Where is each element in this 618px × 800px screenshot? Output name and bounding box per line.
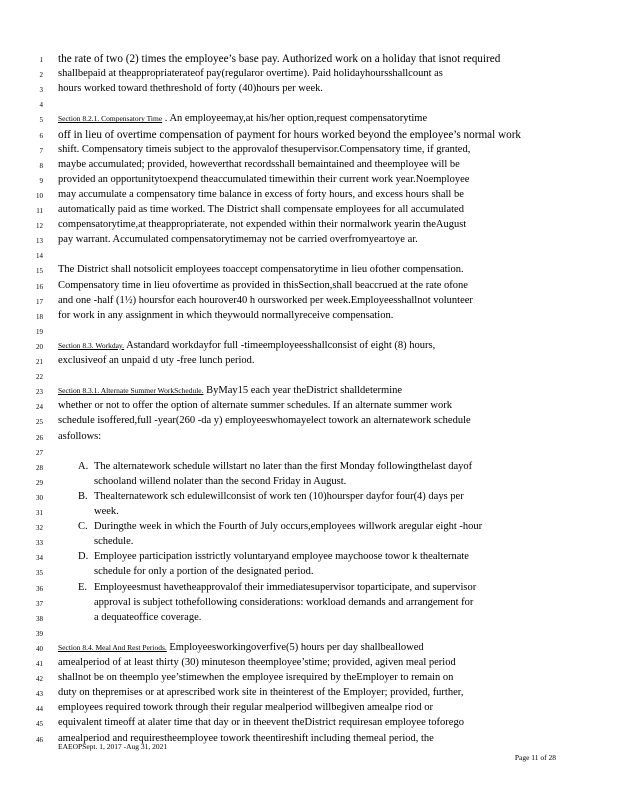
line-number: 17 xyxy=(36,297,43,306)
section-heading: Section 8.4. Meal And Rest Periods. xyxy=(58,642,167,652)
body-text-line xyxy=(58,145,470,156)
body-text-line xyxy=(58,205,464,216)
body-text-line xyxy=(58,281,468,292)
line-number: 30 xyxy=(36,493,43,502)
list-item-text: schooland willend nolater than the second Friday in August. xyxy=(94,475,347,487)
line-number: 27 xyxy=(36,448,43,457)
line-number: 25 xyxy=(36,418,43,427)
line-number: 10 xyxy=(36,191,43,200)
body-text-line xyxy=(58,673,453,684)
list-item-text: Thealternatework sch edulewillconsist of work ten (10)hoursper dayfor four(4) days per xyxy=(94,490,464,502)
list-item-text: Employeesmust havetheapprovalof their immediatesupervisor toparticipate, and supervisor xyxy=(94,581,477,593)
line-text: schedule isoffered,full -year(260 -da y) employeeswhomayelect towork an alternatework schedule xyxy=(58,415,471,427)
section-heading: Section 8.3. Workday. xyxy=(58,340,125,350)
line-text: duty on thepremises or at aprescribed work site in theinterest of the Employer; provided, further, xyxy=(58,687,464,699)
line-text: the rate of two (2) times the employee’s base pay. Authorized work on a holiday that isnot required xyxy=(58,53,501,65)
body-text-line xyxy=(58,386,402,397)
line-number: 16 xyxy=(36,282,43,291)
line-number: 35 xyxy=(36,569,43,578)
line-number: 6 xyxy=(39,131,43,140)
body-text-line xyxy=(58,160,460,171)
line-number: 18 xyxy=(36,312,43,321)
line-text: hours worked toward thethreshold of forty (40)hours per week. xyxy=(58,83,324,95)
line-text: employees required towork through their regular mealperiod willbegiven amealpe riod or xyxy=(58,702,433,714)
line-text: Compensatory time in lieu ofovertime as provided in thisSection,shall beaccrued at the rate ofone xyxy=(58,279,468,291)
line-number: 1 xyxy=(39,56,43,64)
line-text: amealperiod and requirestheemployee towork theentireshift including themeal period, the xyxy=(58,732,434,744)
line-number: 33 xyxy=(36,539,43,548)
list-item-letter: D. xyxy=(78,551,89,563)
list-item-letter: E. xyxy=(78,581,88,593)
body-text-line xyxy=(58,703,433,714)
body-text-line xyxy=(58,130,521,141)
body-text-line xyxy=(58,718,464,729)
line-number: 14 xyxy=(36,252,43,261)
line-number: 32 xyxy=(36,524,43,533)
line-text: equivalent timeoff at alater time that day or in theevent theDistrict requiresan employee toforego xyxy=(58,717,464,729)
body-text-line xyxy=(58,190,464,201)
line-text: asfollows: xyxy=(58,430,102,442)
line-text: The District shall notsolicit employees toaccept compensatorytime in lieu ofother compensation. xyxy=(58,264,464,276)
list-item-text: The alternatework schedule willstart no later than the first Monday followingthelast dayof xyxy=(94,460,473,472)
body-text-line xyxy=(58,235,418,246)
body-text-line xyxy=(58,416,471,427)
line-number: 19 xyxy=(36,327,43,336)
body-text-line xyxy=(58,54,500,65)
line-number: 42 xyxy=(36,675,43,684)
line-number: 46 xyxy=(36,735,43,744)
list-item-letter: A. xyxy=(78,460,89,472)
line-text: amealperiod of at least thirty (30) minuteson theemployee’stime; provided, agiven meal period xyxy=(58,657,456,668)
line-number: 39 xyxy=(36,629,43,638)
section-heading: Section 8.2.1. Compensatory Time xyxy=(58,114,163,124)
line-text: ByMay15 each year theDistrict shalldetermine xyxy=(203,385,403,397)
body-text-line xyxy=(58,84,323,95)
list-item-text: schedule for only a portion of the designated period. xyxy=(94,566,314,578)
line-number: 11 xyxy=(36,207,43,215)
line-number: 15 xyxy=(36,267,43,276)
line-number: 40 xyxy=(36,644,43,653)
line-text: shift. Compensatory timeis subject to the approvalof thesupervisor.Compensatory time, if granted, xyxy=(58,143,471,155)
line-number: 8 xyxy=(39,161,43,170)
line-number: 36 xyxy=(36,584,43,593)
section-heading: Section 8.3.1. Alternate Summer WorkSchedule. xyxy=(58,386,204,396)
body-text-line xyxy=(58,265,464,276)
line-number: 12 xyxy=(36,222,43,231)
line-number: 45 xyxy=(36,720,43,729)
line-text: . An employeemay,at his/her option,request compensatorytime xyxy=(162,113,428,125)
line-number: 3 xyxy=(39,86,43,95)
body-text-line xyxy=(58,114,427,125)
line-number: 21 xyxy=(36,358,43,366)
body-text-line xyxy=(58,401,452,412)
line-number: 44 xyxy=(36,705,43,714)
line-number: 26 xyxy=(36,433,43,442)
line-text: pay warrant. Accumulated compensatorytimemay not be carried overfromyeartoye ar. xyxy=(58,234,418,246)
line-text: Employeesworkingoverfive(5) hours per day shallbeallowed xyxy=(166,641,424,653)
line-text: off in lieu of overtime compensation of payment for hours worked beyond the employee’s normal work xyxy=(58,128,522,141)
body-text-line xyxy=(58,296,473,307)
line-number: 24 xyxy=(36,403,43,412)
body-text-line xyxy=(58,356,255,367)
line-number: 2 xyxy=(39,71,43,80)
line-text: compensatorytime,at theappropriaterate, not expended within their normalwork yearin theAugust xyxy=(58,219,467,231)
line-number: 29 xyxy=(36,478,43,487)
body-text-line xyxy=(58,220,466,231)
list-item-text: schedule. xyxy=(94,536,134,548)
line-number: 9 xyxy=(39,176,43,185)
list-item-text: a dequateoffice coverage. xyxy=(94,611,202,623)
line-number: 20 xyxy=(36,342,43,351)
list-item-text: Employee participation isstrictly voluntaryand employee maychoose towor k thealternate xyxy=(94,551,469,563)
line-number: 28 xyxy=(36,463,43,472)
line-number: 5 xyxy=(39,116,43,125)
line-text: for work in any assignment in which theywould normallyreceive compensation. xyxy=(58,309,394,321)
line-text: Astandard workdayfor full -timeemployeesshallconsist of eight (8) hours, xyxy=(124,339,436,351)
body-text-line xyxy=(58,432,101,443)
list-item-text: Duringthe week in which the Fourth of July occurs,employees willwork aregular eight -hour xyxy=(94,521,483,533)
line-number: 13 xyxy=(36,237,43,246)
list-item-text: week. xyxy=(94,506,119,517)
line-number: 34 xyxy=(36,554,43,563)
body-text-line xyxy=(58,658,456,669)
line-number: 43 xyxy=(36,690,43,699)
line-number: 23 xyxy=(36,388,43,397)
line-text: maybe accumulated; provided, howeverthat recordsshall bemaintained and theemployee will be xyxy=(58,158,460,170)
line-number: 7 xyxy=(39,146,43,155)
line-number: 22 xyxy=(36,373,43,382)
body-text-line xyxy=(58,69,443,80)
line-number: 41 xyxy=(36,660,43,668)
line-text: provided an opportunitytoexpend theaccumulated timewithin their current work year.Noemployee xyxy=(58,173,470,185)
line-number: 4 xyxy=(39,101,43,110)
line-text: whether or not to offer the option of alternate summer schedules. If an alternate summer work xyxy=(58,400,453,412)
body-text-line xyxy=(58,341,435,352)
line-text: may accumulate a compensatory time balance in excess of forty hours, and excess hours shall be xyxy=(58,188,464,200)
body-text-line xyxy=(58,643,424,654)
line-number: 37 xyxy=(36,599,43,608)
body-text-line xyxy=(58,688,463,699)
footer-contract-dates: EAEOPSept. 1, 2017 -Aug 31, 2021 xyxy=(58,742,168,751)
list-item-letter: C. xyxy=(78,521,88,533)
line-text: shallnot be on theemplo yee’stimewhen the employee isrequired by theEmployer to remain on xyxy=(58,672,454,684)
line-number: 31 xyxy=(36,509,43,517)
line-text: and one -half (1½) hoursfor each hourover40 h oursworked per week.Employeesshallnot volunteer xyxy=(58,294,473,306)
line-text: shallbepaid at theappropriaterateof pay(regularor overtime). Paid holidayhoursshallcount as xyxy=(58,68,443,80)
line-text: automatically paid as time worked. The District shall compensate employees for all accumulated xyxy=(58,204,464,215)
body-text-line xyxy=(58,175,469,186)
line-text: exclusiveof an unpaid d uty -free lunch period. xyxy=(58,355,255,366)
body-text-line xyxy=(58,311,393,322)
list-item-letter: B. xyxy=(78,490,88,502)
list-item-text: approval is subject tothefollowing considerations: workload demands and arrangement for xyxy=(94,596,474,608)
footer-page-number: Page 11 of 28 xyxy=(514,753,556,762)
line-number: 38 xyxy=(36,614,43,623)
